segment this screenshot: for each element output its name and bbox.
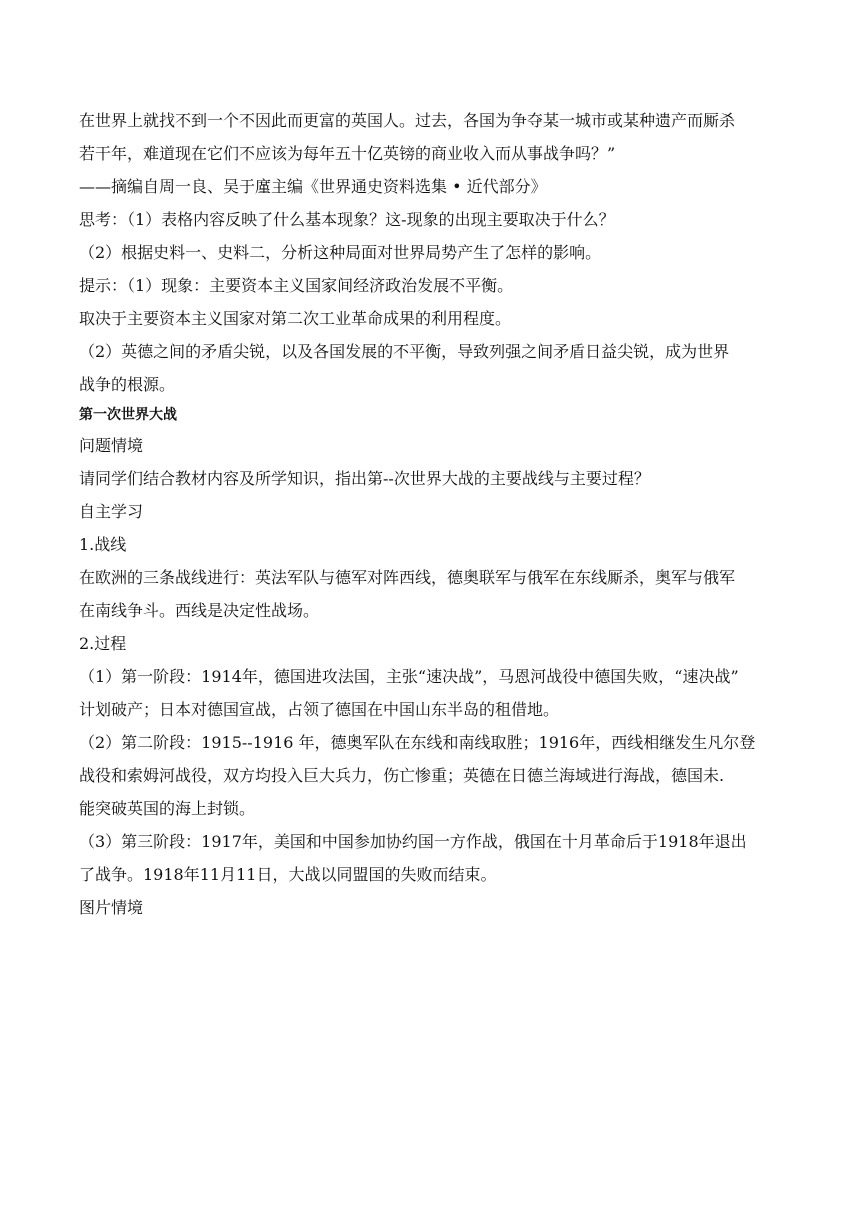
stage-1-paragraph bbox=[79, 660, 783, 726]
section-title: 第一次世界大战 bbox=[79, 407, 177, 423]
stage-3-line: （3）第三阶段：1917年，美国和中国参加协约国一方作战，俄国在十月革命后于1918年退出 bbox=[79, 832, 747, 851]
problem-label: 问题情境 bbox=[79, 436, 144, 455]
question-2: （2）根据史料一、史料二，分析这种局面对世界局势产生了怎样的影响。 bbox=[79, 243, 602, 262]
process-label: 2.过程 bbox=[79, 634, 127, 653]
hint-1-continued: 取决于主要资本主义国家对第二次工业革命成果的利用程度。 bbox=[79, 309, 512, 328]
stage-2-paragraph bbox=[79, 726, 783, 825]
stage-2-line: （2）第二阶段：1915--1916 年，德奥军队在东线和南线取胜；1916年，西线相继发生凡尔登 bbox=[79, 733, 756, 752]
front-label: 1.战线 bbox=[79, 535, 127, 554]
stage-2-line: 战役和索姆河战役，双方均投入巨大兵力，伤亡惨重；英德在日德兰海域进行海战，德国未. bbox=[79, 766, 725, 785]
self-study-label: 自主学习 bbox=[79, 502, 144, 521]
stage-2-line: 能突破英国的海上封锁。 bbox=[79, 799, 256, 818]
picture-label: 图片情境 bbox=[79, 898, 144, 917]
stage-3-paragraph bbox=[79, 825, 783, 891]
hint-1: 提示：（1）现象：主要资本主义国家间经济政治发展不平衡。 bbox=[79, 276, 514, 295]
stage-1-line: 计划破产；日本对德国宣战，占领了德国在中国山东半岛的租借地。 bbox=[79, 700, 560, 719]
quote-line: 若干年，难道现在它们不应该为每年五十亿英镑的商业收入而从事战争吗？” bbox=[79, 144, 616, 163]
quote-line: 在世界上就找不到一个不因此而更富的英国人。过去，各国为争夺某一城市或某种遗产而厮杀 bbox=[79, 111, 736, 130]
document-body bbox=[79, 104, 783, 924]
problem-text: 请同学们结合教材内容及所学知识，指出第--次世界大战的主要战线与主要过程？ bbox=[79, 469, 650, 488]
front-line: 在南线争斗。西线是决定性战场。 bbox=[79, 601, 320, 620]
front-paragraph bbox=[79, 561, 783, 627]
hint-2-line: 战争的根源。 bbox=[79, 375, 176, 394]
hint-2-line: （2）英德之间的矛盾尖锐，以及各国发展的不平衡，导致列强之间矛盾日益尖锐，成为世界 bbox=[79, 342, 730, 361]
quote-source: ——摘编自周一良、吴于廑主编《世界通史资料选集 • 近代部分》 bbox=[79, 177, 547, 196]
stage-1-line: （1）第一阶段：1914年，德国进攻法国，主张“速决战”，马恩河战役中德国失败，“速决战” bbox=[79, 667, 739, 686]
stage-3-line: 了战争。1918年11月11日，大战以同盟国的失败而结束。 bbox=[79, 865, 497, 884]
question-1: 思考：（1）表格内容反映了什么基本现象？这-现象的出现主要取决于什么？ bbox=[79, 210, 615, 229]
front-line: 在欧洲的三条战线进行：英法军队与德军对阵西线，德奥联军与俄军在东线厮杀，奥军与俄军 bbox=[79, 568, 736, 587]
hint-2-paragraph bbox=[79, 335, 783, 401]
quote-paragraph bbox=[79, 104, 783, 170]
